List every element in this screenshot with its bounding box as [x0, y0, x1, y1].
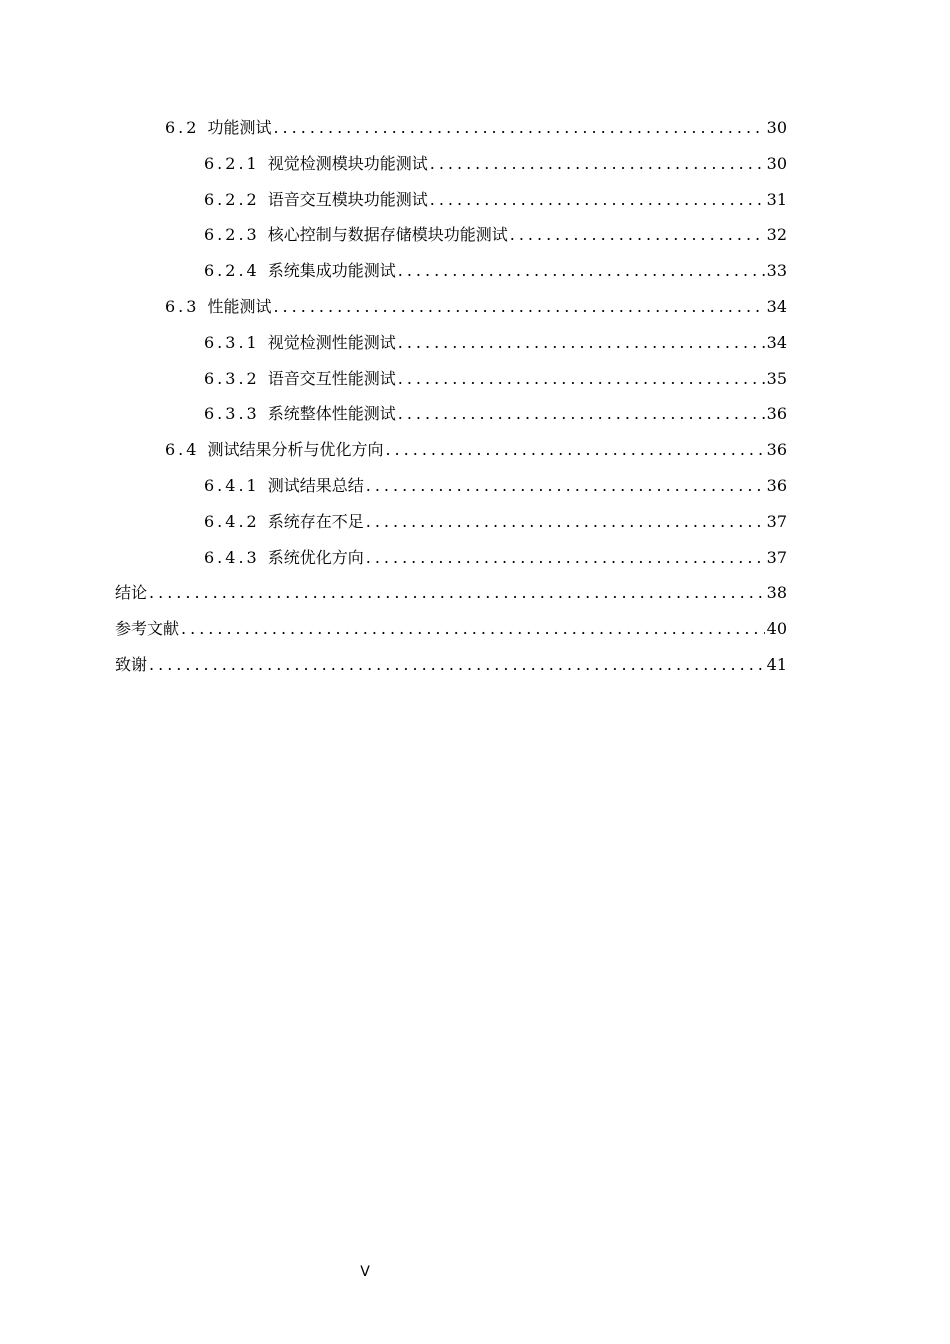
- dot-leader: [398, 361, 765, 397]
- toc-entry-6-4[interactable]: [115, 432, 787, 468]
- toc-entry-title: 性能测试: [207, 296, 272, 316]
- toc-entry-6-3-3[interactable]: [115, 396, 787, 432]
- dot-leader: [366, 468, 765, 504]
- toc-entry-page: 30: [766, 118, 787, 137]
- dot-leader: [149, 575, 765, 611]
- dot-leader: [149, 647, 765, 683]
- toc-entry-title: 语音交互模块功能测试: [267, 189, 428, 209]
- toc-entry-number: 6.2.3: [204, 225, 260, 245]
- toc-entry-6-4-3[interactable]: [115, 540, 787, 576]
- toc-entry-number: 6.3.2: [204, 368, 260, 388]
- toc-entry-title: 结论: [115, 583, 148, 603]
- dot-leader: [398, 396, 765, 432]
- toc-entry-page: 30: [766, 153, 787, 173]
- dot-leader: [510, 217, 765, 253]
- dot-leader: [385, 432, 764, 468]
- dot-leader: [181, 611, 765, 647]
- toc-entry-6-3[interactable]: [115, 289, 787, 325]
- toc-entry-number: 6.3: [165, 296, 200, 316]
- toc-entry-6-3-2[interactable]: [115, 361, 787, 397]
- toc-entry-number: 6.4.2: [204, 511, 260, 531]
- toc-entry-number: 6.2: [165, 118, 200, 137]
- toc-entry-6-4-2[interactable]: [115, 504, 787, 540]
- toc-entry-page: 36: [766, 404, 787, 424]
- toc-entry-number: 6.2.2: [204, 189, 260, 209]
- dot-leader: [430, 146, 765, 182]
- dot-leader: [430, 182, 765, 218]
- toc-entry-6-2-4[interactable]: [115, 253, 787, 289]
- toc-entry-title: 语音交互性能测试: [267, 368, 396, 388]
- dot-leader: [273, 289, 764, 325]
- toc-entry-page: 38: [766, 583, 787, 603]
- toc-entry-title: 测试结果分析与优化方向: [207, 440, 384, 460]
- table-of-contents: [115, 110, 787, 683]
- toc-entry-references[interactable]: [115, 611, 787, 647]
- dot-leader: [398, 325, 765, 361]
- toc-entry-6-4-1[interactable]: [115, 468, 787, 504]
- toc-entry-title: 参考文献: [115, 619, 180, 639]
- toc-entry-page: 31: [766, 189, 787, 209]
- toc-entry-conclusion[interactable]: [115, 575, 787, 611]
- toc-entry-title: 系统存在不足: [267, 511, 364, 531]
- toc-entry-page: 32: [766, 225, 787, 245]
- toc-entry-title: 视觉检测性能测试: [267, 332, 396, 352]
- toc-entry-page: 34: [766, 296, 787, 316]
- toc-entry-title: 系统整体性能测试: [267, 404, 396, 424]
- toc-entry-page: 37: [766, 511, 787, 531]
- toc-entry-title: 系统集成功能测试: [267, 261, 396, 281]
- toc-entry-number: 6.4.1: [204, 475, 260, 495]
- toc-entry-number: 6.2.1: [204, 153, 260, 173]
- toc-entry-6-2-2[interactable]: [115, 182, 787, 218]
- toc-entry-6-2-3[interactable]: [115, 217, 787, 253]
- toc-entry-acknowledgements[interactable]: [115, 647, 787, 683]
- toc-entry-number: 6.2.4: [204, 261, 260, 281]
- toc-entry-page: 35: [766, 368, 787, 388]
- dot-leader: [273, 110, 764, 146]
- toc-entry-title: 功能测试: [207, 118, 272, 137]
- toc-entry-page: 36: [766, 475, 787, 495]
- dot-leader: [366, 504, 765, 540]
- dot-leader: [398, 253, 765, 289]
- dot-leader: [366, 540, 765, 576]
- toc-entry-title: 测试结果总结: [267, 475, 364, 495]
- toc-entry-page: 34: [766, 332, 787, 352]
- toc-entry-page: 40: [766, 619, 787, 639]
- page-number: V: [360, 1264, 370, 1280]
- toc-entry-number: 6.4: [165, 440, 200, 460]
- toc-entry-title: 视觉检测模块功能测试: [267, 153, 428, 173]
- toc-entry-page: 37: [766, 547, 787, 567]
- toc-entry-number: 6.3.3: [204, 404, 260, 424]
- toc-entry-title: 致谢: [115, 654, 148, 674]
- toc-entry-6-3-1[interactable]: [115, 325, 787, 361]
- toc-entry-page: 41: [766, 654, 787, 674]
- toc-entry-6-2[interactable]: [115, 110, 787, 146]
- toc-entry-title: 核心控制与数据存储模块功能测试: [267, 225, 508, 245]
- toc-entry-page: 36: [766, 440, 787, 460]
- toc-entry-number: 6.4.3: [204, 547, 260, 567]
- toc-entry-title: 系统优化方向: [267, 547, 364, 567]
- toc-entry-number: 6.3.1: [204, 332, 260, 352]
- toc-entry-page: 33: [766, 261, 787, 281]
- toc-entry-6-2-1[interactable]: [115, 146, 787, 182]
